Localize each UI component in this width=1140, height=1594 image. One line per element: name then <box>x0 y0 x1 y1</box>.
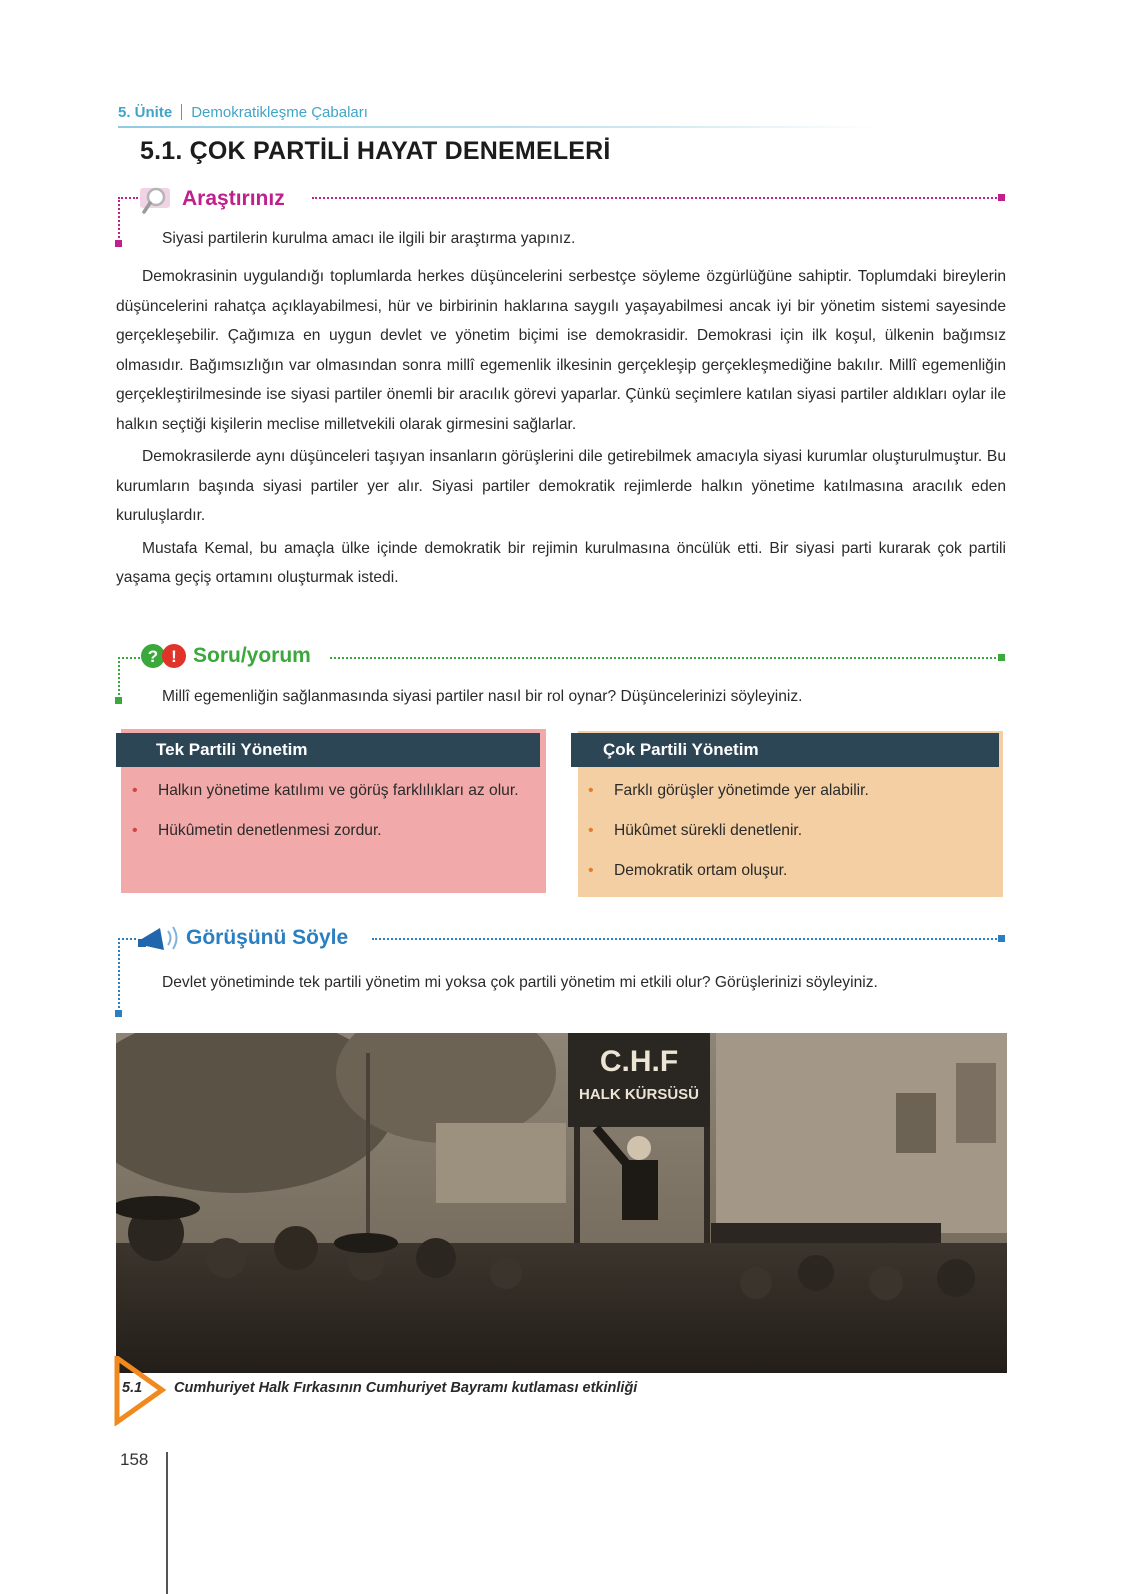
photo-illustration <box>116 1033 1007 1373</box>
unit-title: Demokratikleşme Çabaları <box>191 104 368 121</box>
question-frame-corner <box>998 654 1005 661</box>
research-label: Araştırınız <box>182 187 285 210</box>
paragraph: Demokrasinin uygulandığı toplumlarda herkes düşüncelerini serbestçe söyleme özgürlüğüne sahiptir. Toplumdaki bireylerin düşüncelerini rahatça açıklayabilmesi, hür ve birbirinin haklarına saygılı yaşayabilmesi ancak iyi bir yönetim sistemi sayesinde gerçekleşebilir. Çağımıza en uygun devlet ve yönetim biçimi ise demokrasidir. Demokrasi için ilk koşul, ülkenin bağımsız olmasıdır. Bağımsızlığın var olmasından sonra millî egemenlik ilkesinin gerçekleşip gerçekleşmediğine bakılır. Millî egemenliğin gerçekleştirilmesinde ise siyasi partiler önemli bir aracılık görevi yaparlar. Çünkü seçimlere katılan siyasi partiler aldıkları oylar ile halkın seçtiği kişilerin meclise milletvekili olarak girmesini sağlarlar. <box>116 268 1006 433</box>
list-item: • Demokratik ortam oluşur. <box>588 862 788 879</box>
body-text <box>116 262 1006 593</box>
list-item: • Hükûmetin denetlenmesi zordur. <box>132 822 382 839</box>
single-party-title-bar <box>116 733 540 767</box>
question-label: Soru/yorum <box>193 644 311 667</box>
list-item: • Halkın yönetime katılımı ve görüş farklılıkları az olur. <box>132 782 519 799</box>
opinion-text: Devlet yönetiminde tek partili yönetim mi yoksa çok partili yönetim mi etkili olur? Görüşlerinizi söyleyiniz. <box>162 974 878 991</box>
header-rule <box>118 126 878 128</box>
single-party-title: Tek Partili Yönetim <box>156 740 308 759</box>
research-text: Siyasi partilerin kurulma amacı ile ilgili bir araştırma yapınız. <box>162 230 576 247</box>
opinion-frame-end <box>115 1010 122 1017</box>
question-heading <box>140 642 311 670</box>
question-frame-end <box>115 697 122 704</box>
question-frame-top-right <box>330 657 1000 659</box>
list-item: • Farklı görüşler yönetimde yer alabilir. <box>588 782 869 799</box>
paragraph: Demokrasilerde aynı düşünceleri taşıyan insanların görüşlerini dile getirebilmek amacıyla siyasi kurumlar oluşturulmuştur. Bu kurumların başında siyasi partiler yer alır. Siyasi partiler demokratik rejimlerde halkın yönetime katılmasına aracılık eden kuruluşlardır. <box>116 448 1006 524</box>
question-frame-left <box>118 657 120 699</box>
research-frame-left <box>118 197 120 242</box>
sign-halk-kursusu: HALK KÜRSÜSÜ <box>579 1086 699 1103</box>
multi-party-title-bar <box>571 733 999 767</box>
opinion-label: Görüşünü Söyle <box>186 926 349 949</box>
research-frame-end <box>115 240 122 247</box>
research-frame-corner <box>998 194 1005 201</box>
sign-chf: C.H.F <box>599 1045 679 1078</box>
svg-text:!: ! <box>171 647 177 666</box>
single-party-list <box>132 776 536 856</box>
megaphone-icon <box>136 922 182 954</box>
unit-label: 5. Ünite <box>118 104 173 121</box>
research-frame-top-left <box>118 197 138 199</box>
opinion-frame-top-left <box>118 938 136 940</box>
research-frame-top-right <box>312 197 1000 199</box>
figure-caption: Cumhuriyet Halk Fırkasının Cumhuriyet Bayramı kutlaması etkinliği <box>174 1380 638 1396</box>
breadcrumb <box>118 104 368 121</box>
figure-number: 5.1 <box>122 1380 143 1396</box>
paragraph: Mustafa Kemal, bu amaçla ülke içinde demokratik bir rejimin kurulmasına öncülük etti. Bir siyasi parti kurarak çok partili yaşama geçiş ortamını oluşturmak istedi. <box>116 539 1006 586</box>
opinion-frame-top-right <box>372 938 1000 940</box>
breadcrumb-separator <box>181 104 182 120</box>
opinion-frame-corner <box>998 935 1005 942</box>
page-number-rule <box>166 1452 168 1594</box>
question-text: Millî egemenliğin sağlanmasında siyasi partiler nasıl bir rol oynar? Düşüncelerinizi söyleyiniz. <box>162 688 803 705</box>
magnifier-icon <box>138 184 178 214</box>
page-title: 5.1. ÇOK PARTİLİ HAYAT DENEMELERİ <box>140 137 611 165</box>
question-frame-top-left <box>118 657 140 659</box>
question-exclamation-icon <box>140 642 188 670</box>
multi-party-title: Çok Partili Yönetim <box>603 740 759 759</box>
page-number: 158 <box>120 1450 149 1469</box>
multi-party-list <box>588 776 988 896</box>
svg-text:?: ? <box>147 647 159 666</box>
opinion-frame-left <box>118 938 120 1012</box>
list-item: • Hükûmet sürekli denetlenir. <box>588 822 803 839</box>
research-heading <box>138 184 285 214</box>
historical-photo <box>116 1033 1007 1373</box>
opinion-heading <box>136 922 348 954</box>
